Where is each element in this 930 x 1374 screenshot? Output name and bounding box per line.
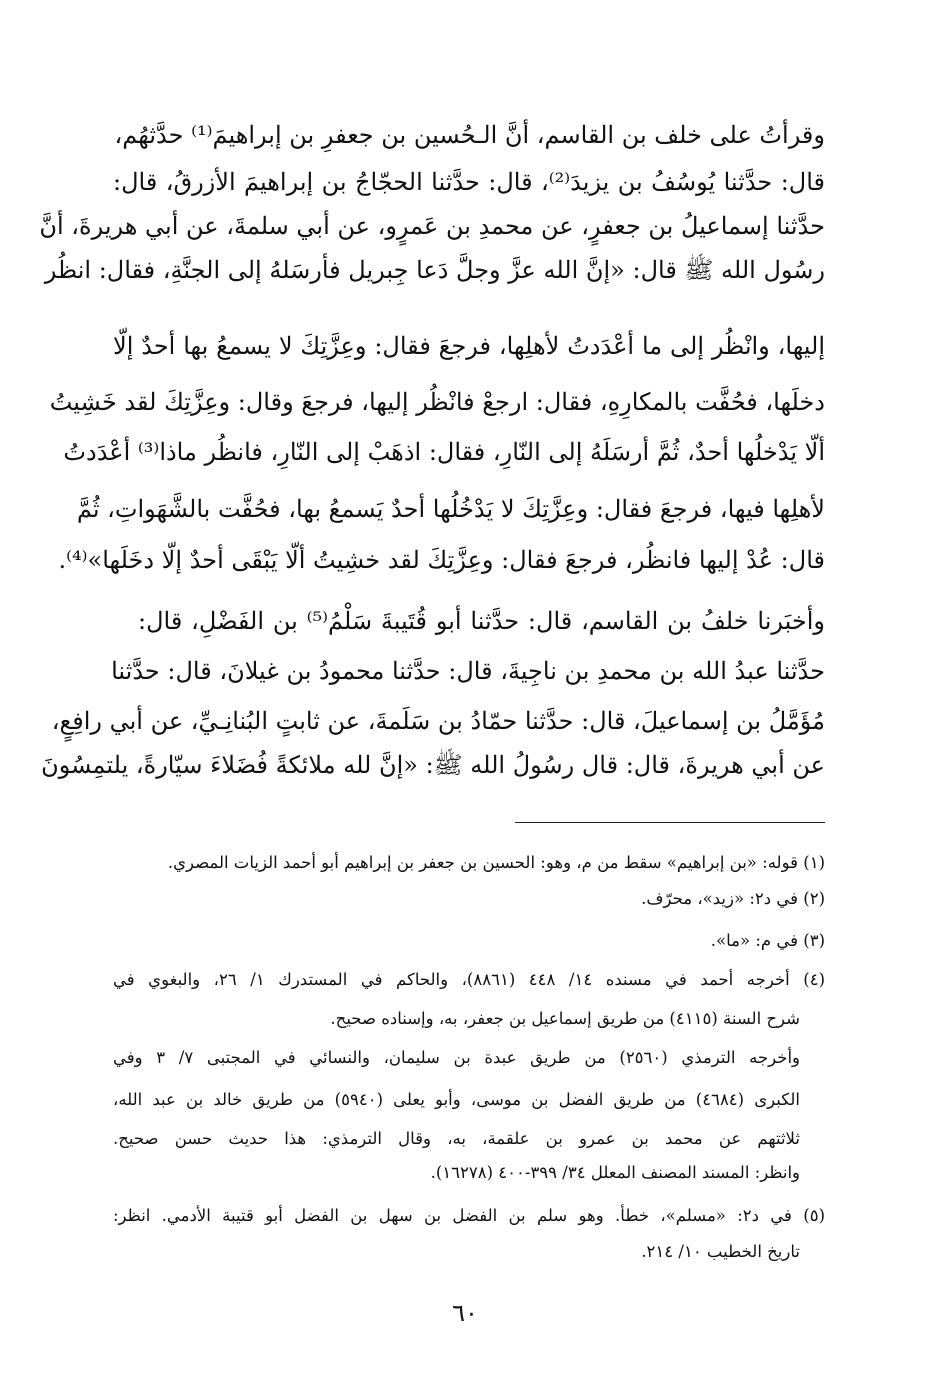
body-line: حدَّثنا إسماعيلُ بن جعفرٍ، عن محمدِ بن عَمرٍو، عن أبي سلمةَ، عن أبي هريرةَ، أنَّ	[39, 212, 825, 240]
footnote-line: (٤) أخرجه أحمد في مسنده ١٤/ ٤٤٨ (٨٨٦١)، والحاكم في المستدرك ١/ ٢٦، والبغوي في	[113, 970, 825, 989]
body-line: مُؤَمَّلُ بن إسماعيلَ، قال: حدَّثنا حمّادُ بن سَلَمةَ، عن ثابتٍ البُنانِـيِّ، عن أبي رافِعٍ،	[51, 707, 825, 735]
footnote-line: (٢) في د٢: «زيد»، محرّف.	[641, 889, 825, 908]
footnote-line: (١) قوله: «بن إبراهيم» سقط من م، وهو: الحسين بن جعفر بن إبراهيم أبو أحمد الزيات المصري.	[167, 853, 825, 872]
footnote-line: (٥) في د٢: «مسلم»، خطأ. وهو سلم بن الفضل بن سهل بن الفضل أبو قتيبة الأدمي. انظر:	[113, 1206, 825, 1225]
body-line: ألّا يَدْخلُها أحدٌ، ثُمَّ أرسَلَهُ إلى النّارِ، فقال: اذهَبْ إلى النّارِ، فانظُر ماذا⁽³⁾ أعْدَدتُ	[63, 438, 825, 466]
body-line: عن أبي هريرةَ، قال: قال رسُولُ الله ﷺ: «إنَّ لله ملائكةً فُضَلاءَ سيّارةً، يلتمِسُونَ	[41, 751, 825, 779]
body-line: رسُول الله ﷺ قال: «إنَّ الله عزَّ وجلَّ دَعا جِبريل فأرسَلهُ إلى الجنَّةِ، فقال: انظُر	[44, 256, 825, 284]
body-line: لأهلِها فيها، فرجعَ فقال: وعِزَّتِكَ لا يَدْخُلُها أحدٌ يَسمعُ بها، فحُفَّت بالشَّهَواتِ، ثُمَّ	[76, 495, 825, 523]
body-line: قال: حدَّثنا يُوسُفُ بن يزيدَ⁽²⁾، قال: حدَّثنا الحجّاجُ بن إبراهيمَ الأزرقُ، قال:	[113, 168, 826, 196]
footnote-line: شرح السنة (٤١١٥) من طريق إسماعيل بن جعفر، به، وإسناده صحيح.	[330, 1009, 800, 1028]
footnote-line: وانظر: المسند المصنف المعلل ٣٤/ ٣٩٩-٤٠٠ (١٦٢٧٨).	[430, 1163, 800, 1182]
body-line: وأخبَرنا خلفُ بن القاسم، قال: حدَّثنا أبو قُتَيبةَ سَلْمُ⁽⁵⁾ بن الفَضْلِ، قال:	[138, 607, 825, 635]
footnote-line: الكبرى (٤٦٨٤) من طريق الفضل بن موسى، وأبو يعلى (٥٩٤٠) من طريق خالد بن عبد الله،	[113, 1090, 800, 1109]
body-line: قال: عُدْ إليها فانظُر، فرجعَ فقال: وعِزَّتِكَ لقد خشِيتُ ألّا يَبْقَى أحدٌ إلّا دخَلَها»⁽⁴⁾.	[58, 546, 825, 574]
body-line: حدَّثنا عبدُ الله بن محمدِ بن ناجِيةَ، قال: حدَّثنا محمودُ بن غيلانَ، قال: حدَّثنا	[111, 657, 825, 685]
body-line: وقرأتُ على خلف بن القاسم، أنَّ الـحُسين بن جعفرِ بن إبراهيمَ⁽¹⁾ حدَّثهُم،	[114, 121, 825, 149]
footnote-line: ثلاثتهم عن محمد بن عمرو بن علقمة، به، وقال الترمذي: هذا حديث حسن صحيح.	[113, 1129, 800, 1148]
footnote-separator	[515, 822, 825, 823]
footnote-line: (٣) في م: «ما».	[710, 931, 825, 950]
footnote-line: تاريخ الخطيب ١٠/ ٢١٤.	[641, 1242, 800, 1261]
body-line: إليها، وانْظُر إلى ما أعْدَدتُ لأهلِها، فرجعَ فقال: وعِزَّتِكَ لا يسمعُ بها أحدٌ إلّا	[113, 332, 825, 360]
page-number: ٦٠	[452, 1299, 478, 1327]
footnote-line: وأخرجه الترمذي (٢٥٦٠) من طريق عبدة بن سليمان، والنسائي في المجتبى ٧/ ٣ وفي	[113, 1048, 801, 1067]
body-line: دخلَها، فحُفَّت بالمكارِهِ، فقال: ارجعْ فانْظُر إليها، فرجعَ وقال: وعِزَّتِكَ لقد خَشِيتُ	[49, 388, 825, 416]
